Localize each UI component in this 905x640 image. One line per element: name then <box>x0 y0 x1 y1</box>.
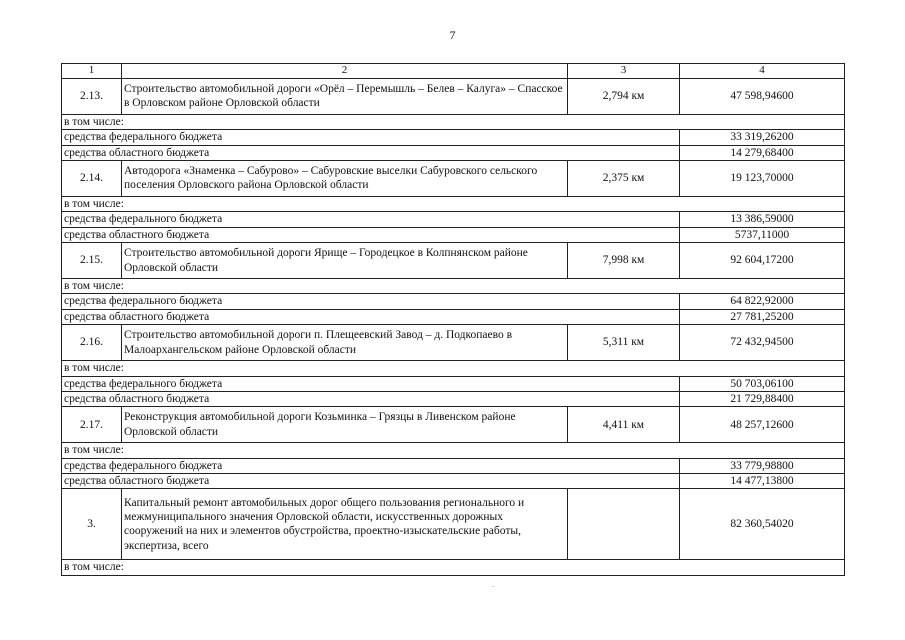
including-label: в том числе: <box>62 560 845 575</box>
including-label: в том числе: <box>62 114 845 129</box>
including-row <box>62 279 845 294</box>
item-amount: 82 360,54020 <box>680 489 845 560</box>
funding-amount: 13 386,59000 <box>680 212 845 227</box>
table-header-row <box>62 64 845 79</box>
funding-row <box>62 458 845 473</box>
project-row <box>62 243 845 279</box>
funding-amount: 33 779,98800 <box>680 458 845 473</box>
including-label: в том числе: <box>62 361 845 376</box>
including-row <box>62 560 845 575</box>
header-cell: 3 <box>568 64 680 79</box>
item-amount: 48 257,12600 <box>680 407 845 443</box>
funding-amount: 33 319,26200 <box>680 130 845 145</box>
item-length: 2,794 км <box>568 78 680 114</box>
including-label: в том числе: <box>62 196 845 211</box>
item-number: 2.13. <box>62 78 122 114</box>
funding-amount: 27 781,25200 <box>680 309 845 324</box>
funding-row <box>62 391 845 406</box>
item-amount: 19 123,70000 <box>680 160 845 196</box>
funding-amount: 64 822,92000 <box>680 294 845 309</box>
funding-row <box>62 309 845 324</box>
funding-amount: 21 729,88400 <box>680 391 845 406</box>
item-description: Капитальный ремонт автомобильных дорог общего пользования регионального и межмуниципального значения Орловской области, искусственных дорожных сооружений на них и элементов обустройства, проектно-изыскательские работы, экспертиза, всего <box>122 489 568 560</box>
funding-source-label: средства федерального бюджета <box>62 376 680 391</box>
item-length <box>568 489 680 560</box>
funding-row <box>62 212 845 227</box>
including-label: в том числе: <box>62 443 845 458</box>
item-amount: 47 598,94600 <box>680 78 845 114</box>
funding-row <box>62 130 845 145</box>
project-row <box>62 160 845 196</box>
project-row <box>62 407 845 443</box>
item-length: 2,375 км <box>568 160 680 196</box>
funding-source-label: средства областного бюджета <box>62 145 680 160</box>
funding-amount: 50 703,06100 <box>680 376 845 391</box>
funding-amount: 14 279,68400 <box>680 145 845 160</box>
item-number: 2.15. <box>62 243 122 279</box>
funding-source-label: средства федерального бюджета <box>62 458 680 473</box>
funding-source-label: средства федерального бюджета <box>62 130 680 145</box>
funding-row <box>62 474 845 489</box>
item-length: 4,411 км <box>568 407 680 443</box>
including-label: в том числе: <box>62 279 845 294</box>
item-description: Реконструкция автомобильной дороги Козьминка – Грязцы в Ливенском районе Орловской области <box>122 407 568 443</box>
page-number: 7 <box>449 28 456 42</box>
item-description: Строительство автомобильной дороги «Орёл – Перемышль – Белев – Калуга» – Спасское в Орловском районе Орловской области <box>122 78 568 114</box>
item-amount: 92 604,17200 <box>680 243 845 279</box>
project-row <box>62 78 845 114</box>
project-row <box>62 489 845 560</box>
header-cell: 2 <box>122 64 568 79</box>
funding-source-label: средства областного бюджета <box>62 474 680 489</box>
item-description: Автодорога «Знаменка – Сабурово» – Сабуровские выселки Сабуровского сельского поселения Орловского района Орловской области <box>122 160 568 196</box>
item-length: 7,998 км <box>568 243 680 279</box>
item-number: 3. <box>62 489 122 560</box>
project-row <box>62 325 845 361</box>
funding-row <box>62 294 845 309</box>
header-cell: 4 <box>680 64 845 79</box>
funding-row <box>62 227 845 242</box>
item-description: Строительство автомобильной дороги п. Плещеевский Завод – д. Подкопаево в Малоархангельском районе Орловской области <box>122 325 568 361</box>
item-length: 5,311 км <box>568 325 680 361</box>
item-number: 2.17. <box>62 407 122 443</box>
scan-mark: . <box>492 580 494 589</box>
funding-row <box>62 376 845 391</box>
funding-source-label: средства областного бюджета <box>62 227 680 242</box>
including-row <box>62 196 845 211</box>
budget-table <box>61 63 845 576</box>
funding-source-label: средства федерального бюджета <box>62 212 680 227</box>
including-row <box>62 114 845 129</box>
item-number: 2.16. <box>62 325 122 361</box>
including-row <box>62 361 845 376</box>
funding-amount: 14 477,13800 <box>680 474 845 489</box>
funding-amount: 5737,11000 <box>680 227 845 242</box>
funding-row <box>62 145 845 160</box>
funding-source-label: средства федерального бюджета <box>62 294 680 309</box>
header-cell: 1 <box>62 64 122 79</box>
including-row <box>62 443 845 458</box>
item-description: Строительство автомобильной дороги Ярище – Городецкое в Колпнянском районе Орловской области <box>122 243 568 279</box>
funding-source-label: средства областного бюджета <box>62 309 680 324</box>
item-amount: 72 432,94500 <box>680 325 845 361</box>
funding-source-label: средства областного бюджета <box>62 391 680 406</box>
item-number: 2.14. <box>62 160 122 196</box>
